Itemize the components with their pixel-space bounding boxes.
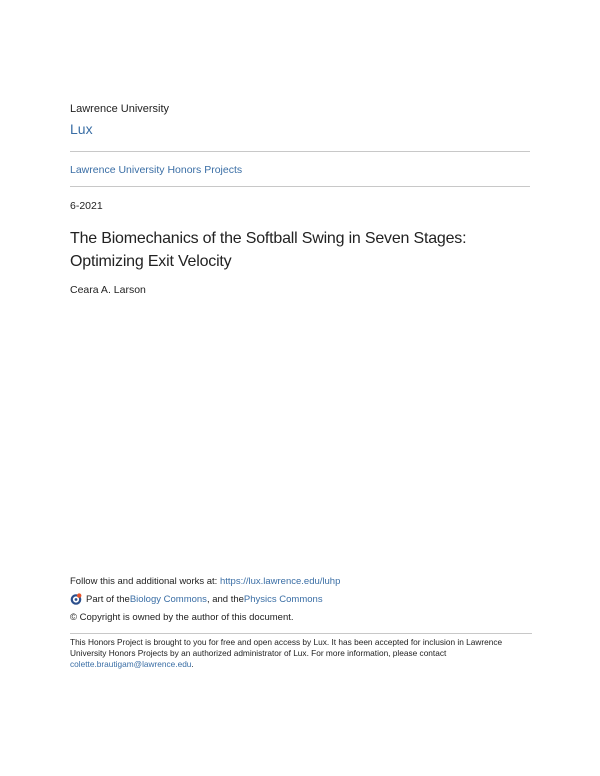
repository-link[interactable]: Lux: [70, 121, 93, 137]
series-link[interactable]: Lawrence University Honors Projects: [70, 164, 243, 176]
follow-line: [70, 576, 340, 587]
and-the-text: , and the: [206, 593, 244, 605]
document-title: The Biomechanics of the Softball Swing in Seven Stages: Optimizing Exit Velocity: [70, 230, 467, 270]
contact-email-link[interactable]: colette.brautigam@lawrence.edu: [70, 659, 192, 669]
network-icon: [70, 593, 82, 605]
part-of-prefix: Part of the: [86, 593, 130, 605]
institution-name: Lawrence University: [70, 103, 170, 115]
divider-top: [70, 151, 530, 152]
footer-notice: [70, 637, 532, 670]
footer-divider: [70, 633, 532, 634]
physics-commons-link[interactable]: Physics Commons: [243, 593, 323, 605]
footer-end: .: [191, 659, 194, 669]
publication-date: 6-2021: [70, 200, 103, 212]
follow-prefix: Follow this and additional works at:: [70, 576, 220, 587]
footer-text: This Honors Project is brought to you for free and open access by Lux. It has been accepted for inclusion in Lawrence University Honors Projects by an authorized administrator of Lux. For more information, please contact: [70, 637, 503, 658]
author-name: Ceara A. Larson: [70, 284, 146, 296]
biology-commons-link[interactable]: Biology Commons: [129, 593, 207, 605]
divider-bottom: [70, 186, 530, 187]
copyright-notice: © Copyright is owned by the author of this document.: [70, 612, 294, 623]
follow-url-link[interactable]: https://lux.lawrence.edu/luhp: [219, 576, 341, 587]
part-of-line: [70, 593, 323, 605]
